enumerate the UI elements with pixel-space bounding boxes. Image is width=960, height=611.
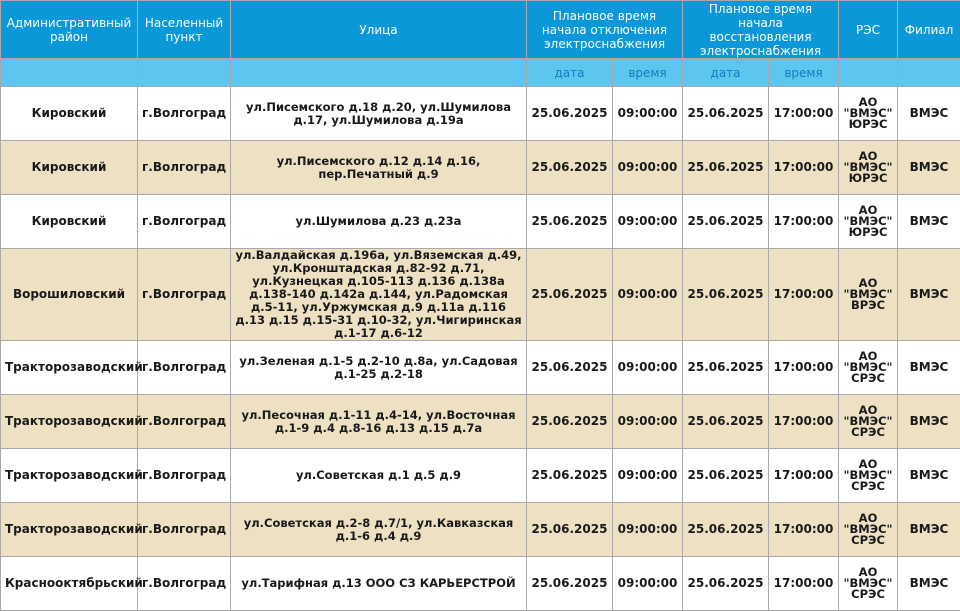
cell-on-date: 25.06.2025	[683, 249, 769, 341]
cell-off-date: 25.06.2025	[527, 341, 613, 395]
subheader-on-time: время	[769, 59, 839, 87]
cell-on-date: 25.06.2025	[683, 503, 769, 557]
cell-district: Ворошиловский	[1, 249, 138, 341]
cell-res: АО "ВМЭС" СРЭС	[839, 557, 898, 611]
cell-branch: ВМЭС	[898, 503, 960, 557]
cell-off-time: 09:00:00	[613, 395, 683, 449]
cell-district: Тракторозаводский	[1, 449, 138, 503]
cell-settlement: г.Волгоград	[138, 249, 231, 341]
cell-off-time: 09:00:00	[613, 195, 683, 249]
subheader-off-time: время	[613, 59, 683, 87]
cell-street: ул.Писемского д.12 д.14 д.16, пер.Печатный д.9	[231, 141, 527, 195]
cell-district: Тракторозаводский	[1, 341, 138, 395]
header-row	[1, 1, 960, 59]
cell-off-time: 09:00:00	[613, 249, 683, 341]
cell-off-date: 25.06.2025	[527, 249, 613, 341]
cell-branch: ВМЭС	[898, 141, 960, 195]
subheader-empty	[1, 59, 138, 87]
header-res: РЭС	[839, 1, 898, 59]
cell-branch: ВМЭС	[898, 395, 960, 449]
cell-street: ул.Песочная д.1-11 д.4-14, ул.Восточная д.1-9 д.4 д.8-16 д.13 д.15 д.7а	[231, 395, 527, 449]
cell-res: АО "ВМЭС" СРЭС	[839, 395, 898, 449]
cell-settlement: г.Волгоград	[138, 503, 231, 557]
header-branch: Филиал	[898, 1, 960, 59]
cell-on-date: 25.06.2025	[683, 557, 769, 611]
cell-on-date: 25.06.2025	[683, 341, 769, 395]
cell-on-date: 25.06.2025	[683, 395, 769, 449]
cell-res: АО "ВМЭС" ЮРЭС	[839, 87, 898, 141]
cell-district: Кировский	[1, 141, 138, 195]
cell-street: ул.Писемского д.18 д.20, ул.Шумилова д.17, ул.Шумилова д.19а	[231, 87, 527, 141]
cell-on-date: 25.06.2025	[683, 195, 769, 249]
cell-settlement: г.Волгоград	[138, 341, 231, 395]
table-row	[1, 395, 960, 449]
subheader-empty	[839, 59, 898, 87]
subheader-off-date: дата	[527, 59, 613, 87]
cell-off-time: 09:00:00	[613, 449, 683, 503]
cell-street: ул.Советская д.2-8 д.7/1, ул.Кавказская д.1-6 д.4 д.9	[231, 503, 527, 557]
cell-off-date: 25.06.2025	[527, 503, 613, 557]
header-district: Административный район	[1, 1, 138, 59]
cell-branch: ВМЭС	[898, 249, 960, 341]
subheader-empty	[231, 59, 527, 87]
header-off-time: Плановое время начала отключения электроснабжения	[527, 1, 683, 59]
table-row	[1, 249, 960, 341]
cell-off-date: 25.06.2025	[527, 141, 613, 195]
cell-on-time: 17:00:00	[769, 503, 839, 557]
cell-district: Тракторозаводский	[1, 503, 138, 557]
cell-off-time: 09:00:00	[613, 341, 683, 395]
table-row	[1, 341, 960, 395]
header-settlement: Населенный пункт	[138, 1, 231, 59]
cell-on-time: 17:00:00	[769, 341, 839, 395]
cell-off-date: 25.06.2025	[527, 449, 613, 503]
table-row	[1, 449, 960, 503]
cell-on-time: 17:00:00	[769, 249, 839, 341]
cell-res: АО "ВМЭС" СРЭС	[839, 341, 898, 395]
cell-off-date: 25.06.2025	[527, 395, 613, 449]
table-row	[1, 141, 960, 195]
cell-branch: ВМЭС	[898, 87, 960, 141]
cell-district: Краснооктябрьский	[1, 557, 138, 611]
cell-street: ул.Шумилова д.23 д.23а	[231, 195, 527, 249]
cell-off-time: 09:00:00	[613, 141, 683, 195]
cell-off-date: 25.06.2025	[527, 557, 613, 611]
cell-settlement: г.Волгоград	[138, 395, 231, 449]
cell-branch: ВМЭС	[898, 557, 960, 611]
cell-district: Кировский	[1, 87, 138, 141]
cell-off-date: 25.06.2025	[527, 87, 613, 141]
cell-street: ул.Тарифная д.13 ООО СЗ КАРЬЕРСТРОЙ	[231, 557, 527, 611]
cell-district: Кировский	[1, 195, 138, 249]
cell-on-time: 17:00:00	[769, 195, 839, 249]
table-row	[1, 503, 960, 557]
cell-on-date: 25.06.2025	[683, 449, 769, 503]
cell-on-time: 17:00:00	[769, 87, 839, 141]
cell-on-date: 25.06.2025	[683, 141, 769, 195]
cell-settlement: г.Волгоград	[138, 195, 231, 249]
cell-settlement: г.Волгоград	[138, 87, 231, 141]
cell-res: АО "ВМЭС" ЮРЭС	[839, 195, 898, 249]
table-row	[1, 195, 960, 249]
subheader-on-date: дата	[683, 59, 769, 87]
cell-off-time: 09:00:00	[613, 557, 683, 611]
cell-off-time: 09:00:00	[613, 503, 683, 557]
cell-street: ул.Советская д.1 д.5 д.9	[231, 449, 527, 503]
cell-res: АО "ВМЭС" СРЭС	[839, 503, 898, 557]
header-street: Улица	[231, 1, 527, 59]
cell-on-time: 17:00:00	[769, 557, 839, 611]
cell-res: АО "ВМЭС" ВРЭС	[839, 249, 898, 341]
cell-district: Тракторозаводский	[1, 395, 138, 449]
cell-branch: ВМЭС	[898, 195, 960, 249]
cell-settlement: г.Волгоград	[138, 449, 231, 503]
subheader-empty	[138, 59, 231, 87]
cell-settlement: г.Волгоград	[138, 557, 231, 611]
table-row	[1, 557, 960, 611]
cell-res: АО "ВМЭС" СРЭС	[839, 449, 898, 503]
cell-off-time: 09:00:00	[613, 87, 683, 141]
subheader-empty	[898, 59, 960, 87]
cell-branch: ВМЭС	[898, 341, 960, 395]
cell-on-time: 17:00:00	[769, 141, 839, 195]
cell-on-time: 17:00:00	[769, 395, 839, 449]
cell-street: ул.Зеленая д.1-5 д.2-10 д.8а, ул.Садовая д.1-25 д.2-18	[231, 341, 527, 395]
table-row	[1, 87, 960, 141]
cell-branch: ВМЭС	[898, 449, 960, 503]
header-restore-time: Плановое время начала восстановления электроснабжения	[683, 1, 839, 59]
table-body	[1, 87, 960, 611]
subheader-row	[1, 59, 960, 87]
cell-off-date: 25.06.2025	[527, 195, 613, 249]
cell-on-date: 25.06.2025	[683, 87, 769, 141]
cell-res: АО "ВМЭС" ЮРЭС	[839, 141, 898, 195]
cell-on-time: 17:00:00	[769, 449, 839, 503]
cell-street: ул.Валдайская д.196а, ул.Вяземская д.49, ул.Кронштадская д.82-92 д.71, ул.Кузнецкая д.105-113 д.136 д.138а д.138-140 д.142а д.144, ул.Радомская д.5-11, ул.Уржумская д.9 д.11а д.116 д.13 д.15 д.15-31 д.10-32, ул.Чигиринская д.1-17 д.6-12	[231, 249, 527, 341]
cell-settlement: г.Волгоград	[138, 141, 231, 195]
